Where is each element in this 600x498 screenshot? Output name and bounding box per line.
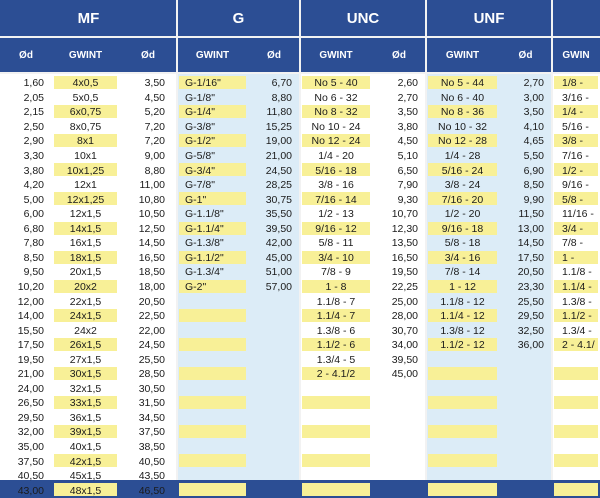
cell-d1: 10,20 [17,280,44,293]
cell-d1: 19,50 [17,353,44,366]
cell-d4: 6,50 [397,164,418,177]
cell-d4: 34,00 [391,339,418,352]
cell-d1: 2,50 [23,120,44,133]
cell-next: 1.1/8 - [562,266,592,279]
cell-d1: 14,00 [17,310,44,323]
separator-line [0,72,600,74]
cell-unc: 9/16 - 12 [315,222,357,235]
cell-g: G-2" [185,280,207,293]
row-stripe [428,367,497,380]
cell-d1: 8,50 [23,251,44,264]
cell-d2: 46,50 [138,484,165,497]
cell-g: G-1.1/8" [185,208,224,221]
cell-unc: 1/2 - 13 [318,208,354,221]
cell-d2: 4,50 [144,91,165,104]
row-stripe [554,425,598,438]
group-header-unf: UNF [473,9,505,27]
cell-d2: 16,50 [138,251,165,264]
cell-next: 7/16 - [562,150,589,163]
cell-d5: 11,50 [518,208,544,221]
cell-d3: 28,25 [265,179,292,192]
row-stripe [554,483,598,496]
cell-d1: 6,80 [23,222,44,235]
cell-mf: 22x1,5 [69,295,102,308]
cell-next: 1/8 - [562,77,584,90]
cell-d2: 14,50 [138,237,165,250]
column-header-g: GWINT [195,49,230,61]
cell-mf: 26x1,5 [69,339,102,352]
cell-d1: 32,00 [17,426,44,439]
cell-unf: 1.1/8 - 12 [440,295,485,308]
cell-d4: 3,80 [397,120,418,133]
cell-d4: 30,70 [391,324,418,337]
column-header-unf: GWINT [445,49,480,61]
cell-d3: 8,80 [271,91,292,104]
cell-unc: 1.1/4 - 7 [316,310,356,323]
cell-d2: 40,50 [138,455,165,468]
cell-d5: 29,50 [517,310,544,323]
cell-next: 1/2 - [562,164,584,177]
cell-mf: 27x1,5 [69,353,102,366]
cell-d5: 9,90 [523,193,544,206]
cell-d5: 25,50 [517,295,544,308]
cell-d1: 5,00 [23,193,44,206]
cell-mf: 10x1 [74,150,97,163]
cell-d1: 4,20 [23,179,44,192]
cell-d1: 21,00 [17,368,44,381]
cell-g: G-1.1/2" [185,251,224,264]
row-stripe [179,425,246,438]
row-stripe [179,396,246,409]
cell-unf: 5/8 - 18 [444,237,481,250]
cell-d2: 34,50 [138,411,165,424]
cell-d5: 23,30 [517,280,544,293]
row-stripe [428,425,497,438]
column-header-d2: Ød [141,49,155,61]
cell-d2: 11,00 [139,179,165,192]
cell-d1: 35,00 [17,441,44,454]
cell-d2: 18,00 [138,280,165,293]
cell-d4: 45,00 [391,368,418,381]
cell-d5: 2,70 [523,77,544,90]
cell-mf: 33x1,5 [69,397,102,410]
cell-mf: 39x1,5 [69,426,102,439]
cell-d5: 14,50 [517,237,544,250]
cell-unc: No 5 - 40 [314,77,358,90]
cell-d4: 7,90 [397,179,418,192]
cell-d2: 5,20 [144,106,165,119]
cell-d3: 15,25 [265,120,292,133]
cell-unf: No 12 - 28 [437,135,488,148]
cell-d2: 10,50 [138,208,165,221]
cell-mf: 12x1,25 [66,193,105,206]
cell-unc: No 6 - 32 [314,91,358,104]
cell-g: G-1.1/4" [185,222,224,235]
cell-unf: 1 - 12 [449,280,476,293]
cell-mf: 24x2 [74,324,97,337]
row-stripe [179,454,246,467]
cell-g: G-1.3/8" [185,237,224,250]
cell-unc: 1.3/8 - 6 [316,324,356,337]
cell-next: 7/8 - [562,237,584,250]
cell-d5: 17,50 [517,251,544,264]
cell-mf: 20x1,5 [69,266,102,279]
cell-d2: 7,20 [144,135,165,148]
cell-mf: 12x1,5 [69,208,102,221]
cell-g: G-1" [185,193,207,206]
cell-d1: 6,00 [23,208,44,221]
row-stripe [179,367,246,380]
cell-mf: 30x1,5 [69,368,102,381]
cell-d1: 15,50 [17,324,44,337]
row-stripe [179,338,246,351]
cell-next: 5/16 - [562,120,589,133]
cell-unf: 5/16 - 24 [441,164,484,177]
cell-g: G-5/8" [185,150,215,163]
cell-unf: 1/4 - 28 [444,150,481,163]
cell-d2: 28,50 [138,368,165,381]
cell-unf: 3/8 - 24 [444,179,481,192]
cell-d3: 35,50 [265,208,292,221]
separator-line [0,36,600,38]
group-header-mf: MF [77,9,100,27]
cell-g: G-1/16" [185,77,221,90]
cell-d1: 2,90 [23,135,44,148]
cell-mf: 36x1,5 [69,411,102,424]
cell-d2: 10,80 [138,193,165,206]
cell-d1: 2,15 [23,106,44,119]
cell-mf: 6x0,75 [69,106,102,119]
cell-unc: 1/4 - 20 [318,150,354,163]
cell-d2: 30,50 [138,382,165,395]
cell-mf: 24x1,5 [69,310,102,323]
cell-d3: 30,75 [265,193,292,206]
cell-mf: 14x1,5 [69,222,102,235]
cell-mf: 20x2 [74,280,97,293]
cell-mf: 18x1,5 [69,251,102,264]
column-header-d1: Ød [19,49,33,61]
cell-d4: 13,50 [391,237,418,250]
cell-g: G-1/8" [185,91,215,104]
cell-d2: 31,50 [138,397,165,410]
cell-unf: 3/4 - 16 [444,251,481,264]
cell-d4: 5,10 [397,150,418,163]
row-stripe [179,309,246,322]
cell-d3: 45,00 [265,251,292,264]
cell-unc: No 10 - 24 [311,120,361,133]
row-stripe [302,425,370,438]
cell-mf: 4x0,5 [72,77,99,90]
row-stripe [179,483,246,496]
cell-d3: 11,80 [266,106,292,119]
cell-d1: 2,05 [23,91,44,104]
cell-d2: 8,80 [144,164,165,177]
cell-d2: 9,00 [144,150,165,163]
cell-mf: 32x1,5 [69,382,102,395]
cell-mf: 5x0,5 [72,91,99,104]
cell-d4: 12,30 [391,222,418,235]
cell-d4: 22,25 [391,280,418,293]
cell-unc: 5/8 - 11 [318,237,354,250]
cell-next: 1.3/4 - [562,324,592,337]
cell-unf: 1.3/8 - 12 [440,324,485,337]
cell-d2: 7,20 [144,120,165,133]
cell-d1: 43,00 [17,484,44,497]
cell-unc: No 8 - 32 [314,106,358,119]
cell-unf: No 8 - 36 [440,106,485,119]
column-header-mf: GWINT [68,49,103,61]
cell-d2: 20,50 [138,295,165,308]
group-header-g: G [232,9,245,27]
cell-unc: 5/16 - 18 [315,164,357,177]
cell-d1: 26,50 [17,397,44,410]
cell-d4: 16,50 [391,251,418,264]
cell-d3: 6,70 [271,77,292,90]
cell-unc: 1.1/2 - 6 [316,339,356,352]
cell-unc: 3/8 - 16 [318,179,354,192]
column-header-next: GWIN [562,49,590,61]
cell-g: G-1/4" [185,106,215,119]
cell-d3: 21,00 [265,150,292,163]
cell-next: 9/16 - [562,179,589,192]
cell-mf: 48x1,5 [69,484,102,497]
cell-d1: 12,00 [17,295,44,308]
cell-g: G-3/4" [185,164,215,177]
cell-d2: 43,50 [138,470,165,483]
cell-unf: No 10 - 32 [437,120,488,133]
cell-d2: 24,50 [138,339,165,352]
cell-d2: 37,50 [138,426,165,439]
cell-next: 1.1/4 - [562,280,592,293]
cell-d1: 3,30 [23,150,44,163]
cell-d2: 38,50 [138,441,165,454]
cell-d4: 25,00 [391,295,418,308]
row-stripe [428,454,497,467]
cell-d1: 40,50 [17,470,44,483]
cell-g: G-1/2" [185,135,215,148]
cell-unc: 7/8 - 9 [321,266,351,279]
group-header-next [552,0,600,36]
cell-d2: 12,50 [138,222,165,235]
cell-d1: 37,50 [17,455,44,468]
group-header-unc: UNC [346,9,380,27]
row-stripe [554,367,598,380]
cell-d2: 3,50 [144,77,165,90]
cell-d2: 18,50 [138,266,165,279]
cell-d4: 10,70 [391,208,418,221]
cell-d3: 42,00 [265,237,292,250]
cell-d5: 6,90 [523,164,544,177]
column-header-d5: Ød [518,49,533,61]
column-header-d4: Ød [392,49,406,61]
cell-next: 3/8 - [562,135,584,148]
cell-mf: 42x1,5 [69,455,102,468]
cell-g: G-7/8" [185,179,215,192]
cell-d5: 4,65 [523,135,544,148]
row-stripe [428,483,497,496]
cell-g: G-3/8" [185,120,215,133]
cell-unc: No 12 - 24 [311,135,361,148]
cell-mf: 8x1 [77,135,94,148]
cell-unf: No 6 - 40 [440,91,485,104]
cell-d5: 36,00 [517,339,544,352]
cell-d2: 22,50 [138,310,165,323]
cell-d5: 3,50 [523,106,544,119]
cell-d4: 4,50 [397,135,418,148]
cell-unf: No 5 - 44 [440,77,485,90]
cell-mf: 45x1,5 [69,470,102,483]
cell-unf: 1.1/4 - 12 [440,310,485,323]
cell-next: 1.1/2 - [562,310,592,323]
cell-d4: 3,50 [397,106,418,119]
cell-next: 3/4 - [562,222,584,235]
cell-unf: 7/16 - 20 [441,193,484,206]
cell-d5: 20,50 [517,266,544,279]
cell-mf: 12x1 [74,179,97,192]
cell-next: 1/4 - [562,106,584,119]
cell-d5: 5,50 [523,150,544,163]
cell-d1: 17,50 [17,339,44,352]
cell-d1: 24,00 [17,382,44,395]
cell-d3: 24,50 [265,164,292,177]
cell-unc: 1.3/4 - 5 [316,353,356,366]
cell-d1: 9,50 [23,266,44,279]
cell-unf: 1/2 - 20 [444,208,481,221]
cell-d4: 2,60 [397,77,418,90]
cell-d3: 19,00 [265,135,292,148]
cell-d5: 3,00 [523,91,544,104]
cell-unc: 2 - 4.1/2 [316,368,356,381]
cell-mf: 40x1,5 [69,441,102,454]
cell-unc: 3/4 - 10 [318,251,354,264]
cell-d2: 25,50 [138,353,165,366]
cell-d4: 19,50 [391,266,418,279]
cell-unf: 1.1/2 - 12 [440,339,485,352]
cell-d5: 4,10 [523,120,544,133]
cell-d3: 51,00 [265,266,292,279]
cell-mf: 16x1,5 [69,237,102,250]
cell-d2: 22,00 [138,324,165,337]
cell-mf: 10x1,25 [66,164,105,177]
row-stripe [302,483,370,496]
row-stripe [428,396,497,409]
cell-next: 3/16 - [562,91,589,104]
cell-d5: 32,50 [517,324,544,337]
cell-next: 1.3/8 - [562,295,592,308]
cell-d5: 8,50 [523,179,544,192]
cell-d5: 13,00 [517,222,544,235]
cell-d4: 2,70 [397,91,418,104]
cell-unc: 1.1/8 - 7 [316,295,356,308]
cell-next: 1 - [562,251,575,264]
column-header-unc: GWINT [319,49,353,61]
cell-d1: 3,80 [23,164,44,177]
cell-d4: 39,50 [391,353,418,366]
row-stripe [302,454,370,467]
cell-unc: 7/16 - 14 [315,193,357,206]
cell-next: 5/8 - [562,193,584,206]
cell-unc: 1 - 8 [325,280,347,293]
column-header-d3: Ød [267,49,281,61]
row-stripe [554,396,598,409]
row-stripe [554,454,598,467]
cell-next: 2 - 4.1/ [562,339,595,352]
cell-unf: 7/8 - 14 [444,266,481,279]
cell-mf: 8x0,75 [69,120,102,133]
cell-g: G-1.3/4" [185,266,224,279]
cell-d4: 28,00 [391,310,418,323]
row-stripe [302,396,370,409]
cell-d4: 9,30 [397,193,418,206]
cell-d3: 39,50 [265,222,292,235]
cell-d1: 29,50 [17,411,44,424]
cell-next: 11/16 - [562,208,594,221]
cell-unf: 9/16 - 18 [441,222,484,235]
cell-d1: 7,80 [23,237,44,250]
cell-d1: 1,60 [23,77,44,90]
cell-d3: 57,00 [265,280,292,293]
